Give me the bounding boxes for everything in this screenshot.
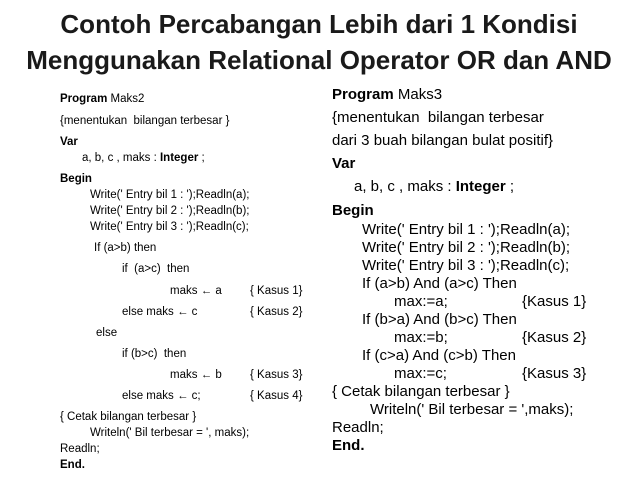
left-program-line xyxy=(60,93,144,105)
right-assign-line-3: max:=c; xyxy=(394,365,447,382)
right-readln-line: Readln; xyxy=(332,419,384,436)
left-readln-line: Readln; xyxy=(60,443,100,455)
assign-text: maks xyxy=(170,369,201,381)
arrow-left-icon: ← xyxy=(200,369,213,381)
left-if-line-1: If (a>b) then xyxy=(94,242,157,254)
right-if-line-1: If (a>b) And (a>c) Then xyxy=(362,275,517,292)
left-assign-line-1 xyxy=(170,285,222,297)
left-end-keyword: End. xyxy=(60,459,85,471)
arrow-left-icon: ← xyxy=(176,390,189,402)
left-if-line-3: if (b>c) then xyxy=(122,348,187,360)
left-assign-line-2 xyxy=(170,369,222,381)
right-end-keyword: End. xyxy=(332,437,365,454)
left-write-line-1: Write(' Entry bil 1 : ');Readln(a); xyxy=(90,189,250,201)
right-write-line-3: Write(' Entry bil 3 : ');Readln(c); xyxy=(362,257,570,274)
left-writeln-line: Writeln(' Bil terbesar = ', maks); xyxy=(90,427,250,439)
assign-value: c xyxy=(188,306,198,318)
assign-value: b xyxy=(212,369,222,381)
assign-text: maks xyxy=(170,285,201,297)
assign-value: c; xyxy=(188,390,201,402)
declaration-vars: a, b, c , maks : xyxy=(354,178,456,195)
program-name: Maks2 xyxy=(107,93,145,105)
left-if-line-2: if (a>c) then xyxy=(122,263,190,275)
program-keyword: Program xyxy=(332,86,394,103)
right-program-line xyxy=(332,86,442,103)
right-comment-line-2: dari 3 buah bilangan bulat positif} xyxy=(332,132,554,149)
right-assign-line-2: max:=b; xyxy=(394,329,448,346)
right-if-line-3: If (c>a) And (c>b) Then xyxy=(362,347,516,364)
left-cetak-comment: { Cetak bilangan terbesar } xyxy=(60,411,197,423)
left-else-assign-line-2 xyxy=(122,390,201,402)
program-name: Maks3 xyxy=(393,86,443,103)
left-kasus-1: { Kasus 1} xyxy=(250,285,303,297)
declaration-type: Integer xyxy=(159,152,199,164)
right-kasus-1: {Kasus 1} xyxy=(522,293,587,310)
left-kasus-3: { Kasus 3} xyxy=(250,369,303,381)
right-writeln-line: Writeln(' Bil terbesar = ',maks); xyxy=(370,401,574,418)
left-else-assign-line-1 xyxy=(122,306,197,318)
left-write-line-2: Write(' Entry bil 2 : ');Readln(b); xyxy=(90,205,250,217)
right-declaration-line xyxy=(354,178,514,195)
declaration-vars: a, b, c , maks : xyxy=(82,152,160,164)
right-var-keyword: Var xyxy=(332,155,356,172)
right-kasus-2: {Kasus 2} xyxy=(522,329,587,346)
right-cetak-comment: { Cetak bilangan terbesar } xyxy=(332,383,510,400)
slide-title xyxy=(0,6,638,78)
assign-value: a xyxy=(212,285,222,297)
left-write-line-3: Write(' Entry bil 3 : ');Readln(c); xyxy=(90,221,249,233)
right-kasus-3: {Kasus 3} xyxy=(522,365,587,382)
title-line-1: Contoh Percabangan Lebih dari 1 Kondisi xyxy=(60,9,578,39)
title-line-2: Menggunakan Relational Operator OR dan AND xyxy=(26,45,612,75)
left-begin-keyword: Begin xyxy=(60,173,92,185)
right-begin-keyword: Begin xyxy=(332,202,374,219)
left-else-keyword: else xyxy=(96,327,118,339)
left-comment-line: {menentukan bilangan terbesar } xyxy=(60,115,230,127)
left-kasus-2: { Kasus 2} xyxy=(250,306,303,318)
left-declaration-line xyxy=(82,152,205,164)
declaration-type: Integer xyxy=(455,178,506,195)
left-kasus-4: { Kasus 4} xyxy=(250,390,303,402)
arrow-left-icon: ← xyxy=(176,306,189,318)
declaration-end: ; xyxy=(198,152,205,164)
assign-text: else maks xyxy=(122,306,177,318)
right-write-line-1: Write(' Entry bil 1 : ');Readln(a); xyxy=(362,221,571,238)
right-write-line-2: Write(' Entry bil 2 : ');Readln(b); xyxy=(362,239,571,256)
program-keyword: Program xyxy=(60,93,108,105)
right-if-line-2: If (b>a) And (b>c) Then xyxy=(362,311,517,328)
declaration-end: ; xyxy=(505,178,515,195)
right-comment-line-1: {menentukan bilangan terbesar xyxy=(332,109,544,126)
left-var-keyword: Var xyxy=(60,136,78,148)
assign-text: else maks xyxy=(122,390,177,402)
right-assign-line-1: max:=a; xyxy=(394,293,448,310)
arrow-left-icon: ← xyxy=(200,285,213,297)
